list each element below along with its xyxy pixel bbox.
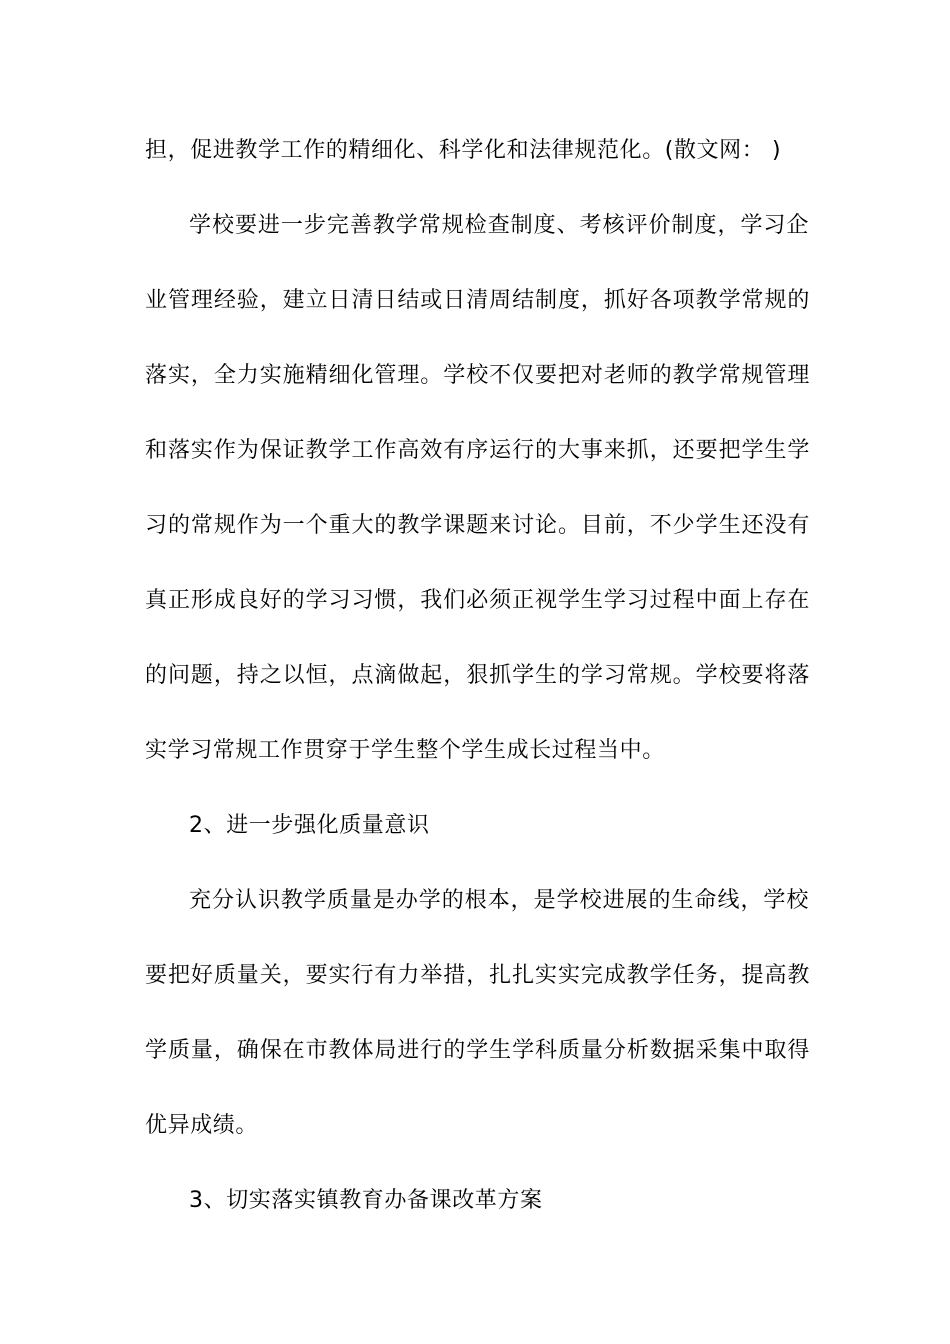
text-line-7: 真正形成良好的学习习惯，我们必须正视学生学习过程中面上存在 xyxy=(145,588,810,613)
text-line-4: 落实，全力实施精细化管理。学校不仅要把对老师的教学常规管理 xyxy=(145,363,810,388)
text-line-8: 的问题，持之以恒，点滴做起，狠抓学生的学习常规。学校要将落 xyxy=(145,663,810,688)
text-line-1: 担，促进教学工作的精细化、科学化和法律规范化。(散文网： ) xyxy=(145,138,782,163)
text-line-6: 习的常规作为一个重大的教学课题来讨论。目前，不少学生还没有 xyxy=(145,513,810,538)
section-heading-3: 3、切实落实镇教育办备课改革方案 xyxy=(189,1188,543,1213)
text-line-12: 要把好质量关，要实行有力举措，扎扎实实完成教学任务，提高教 xyxy=(145,963,810,988)
text-line-14: 优异成绩。 xyxy=(145,1113,259,1138)
text-line-5: 和落实作为保证教学工作高效有序运行的大事来抓，还要把学生学 xyxy=(145,438,810,463)
text-line-13: 学质量，确保在市教体局进行的学生学科质量分析数据采集中取得 xyxy=(145,1038,810,1063)
text-line-3: 业管理经验，建立日清日结或日清周结制度，抓好各项教学常规的 xyxy=(145,288,810,313)
text-line-2: 学校要进一步完善教学常规检查制度、考核评价制度，学习企 xyxy=(189,213,809,238)
text-line-11: 充分认识教学质量是办学的根本，是学校进展的生命线，学校 xyxy=(189,888,809,913)
section-heading-2: 2、进一步强化质量意识 xyxy=(189,813,430,838)
text-line-9: 实学习常规工作贯穿于学生整个学生成长过程当中。 xyxy=(145,738,665,763)
